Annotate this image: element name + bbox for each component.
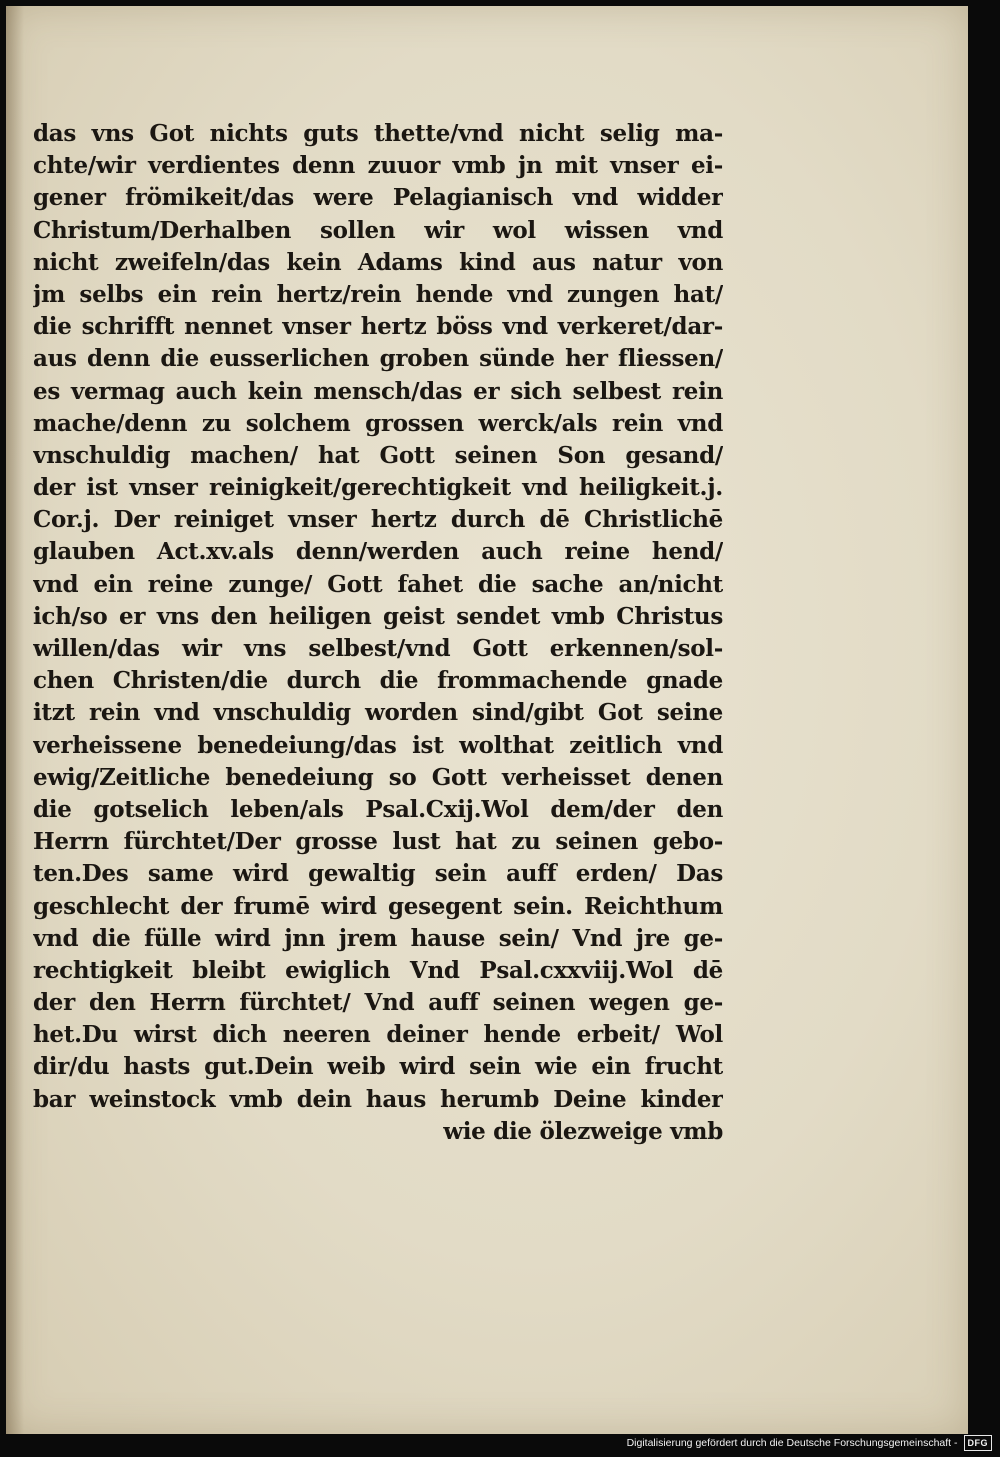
text-line: chte/wir verdientes denn zuuor vmb jn mit vnser ei- [33,152,723,180]
text-line: Herrn fürchtet/Der grosse lust hat zu seinen gebo- [33,828,723,856]
text-line: der den Herrn fürchtet/ Vnd auff seinen wegen ge- [33,989,723,1017]
text-line: verheissene benedeiung/das ist wolthat zeitlich vnd [33,731,723,759]
text-line: ten.Des same wird gewaltig sein auff erden/ Das [33,860,723,888]
text-line: rechtigkeit bleibt ewiglich Vnd Psal.cxxviij.Wol dē [33,956,723,984]
text-line: itzt rein vnd vnschuldig worden sind/gibt Got seine [33,699,723,727]
text-line: der ist vnser reinigkeit/gerechtigkeit vnd heiligkeit.j. [33,474,723,502]
book-page [6,6,968,1434]
text-line: bar weinstock vmb dein haus herumb Deine kinder [33,1085,723,1113]
text-line: die gotselich leben/als Psal.Cxij.Wol dem/der den [33,795,723,823]
text-line: ewig/Zeitliche benedeiung so Gott verheisset denen [33,763,723,791]
text-line: es vermag auch kein mensch/das er sich selbest rein [33,377,723,405]
text-line: geschlecht der frumē wird gesegent sein. Reichthum [33,892,723,920]
text-line: dir/du hasts gut.Dein weib wird sein wie ein frucht [33,1053,723,1081]
text-line: glauben Act.xv.als denn/werden auch reine hend/ [33,538,723,566]
text-line: Christum/Derhalben sollen wir wol wissen vnd [33,216,723,244]
text-line: het.Du wirst dich neeren deiner hende erbeit/ Wol [33,1021,723,1049]
text-line: ich/so er vns den heiligen geist sendet vmb Christus [33,602,723,630]
text-line: nicht zweifeln/das kein Adams kind aus natur von [33,248,723,276]
digitization-credit [627,1435,992,1451]
dfg-logo-icon: DFG [964,1435,993,1451]
text-line: vnd ein reine zunge/ Gott fahet die sache an/nicht [33,570,723,598]
text-line: Cor.j. Der reiniget vnser hertz durch dē Christlichē [33,506,723,534]
text-line: vnschuldig machen/ hat Gott seinen Son gesand/ [33,441,723,469]
text-block [33,118,723,1148]
text-line: chen Christen/die durch die frommachende gnade [33,667,723,695]
text-line: vnd die fülle wird jnn jrem hause sein/ Vnd jre ge- [33,924,723,952]
text-line: willen/das wir vns selbest/vnd Gott erkennen/sol- [33,635,723,662]
text-line: das vns Got nichts guts thette/vnd nicht selig ma- [33,120,723,147]
credit-text: Digitalisierung gefördert durch die Deutsche Forschungsgemeinschaft - [626,1437,958,1449]
text-line: mache/denn zu solchem grossen werck/als rein vnd [33,409,723,437]
text-line: die schrifft nennet vnser hertz böss vnd verkeret/dar- [33,313,723,341]
catchword-line: wie die ölezweige vmb [443,1117,723,1145]
text-line: aus denn die eusserlichen groben sünde her fliessen/ [33,345,723,373]
text-line: jm selbs ein rein hertz/rein hende vnd zungen hat/ [33,280,723,308]
text-line: gener frömikeit/das were Pelagianisch vnd widder [33,184,723,212]
